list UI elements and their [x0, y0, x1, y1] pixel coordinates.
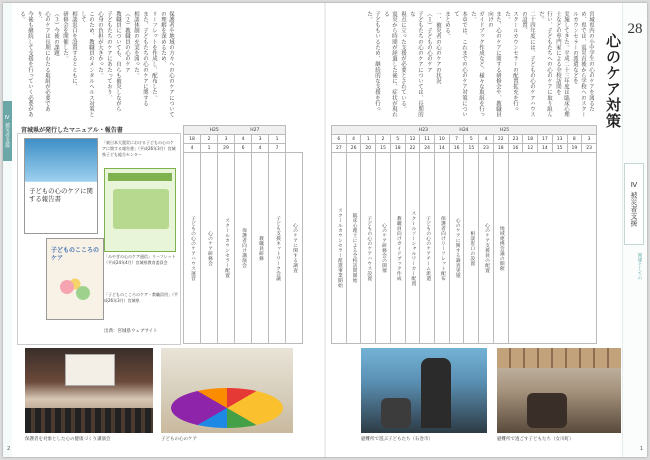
table-cell: 4	[479, 135, 494, 144]
table-item-text: 心のケアに関する調査実施	[454, 218, 460, 278]
text-column: 教職員についても、自らも被災しながら	[115, 11, 121, 112]
text-column: 宮城県内の小中学生の心のケアを図るため、県では、震災直後から学校へのスクールカウンセラーの派遣などを	[572, 11, 594, 118]
figure-note-1: 「東日本大震災における子どもの心のケアに関する報告書」（平成26年3月）宮城県子ども総合センター	[102, 140, 176, 157]
text-column: 本章では、これまでの心のケア対策について	[453, 11, 467, 118]
table-items-row	[332, 153, 597, 344]
right-photo-2	[497, 348, 621, 433]
table-cell: 16	[449, 144, 464, 153]
table-row	[184, 144, 303, 153]
text-column: スクールカウンセラーの配置拡充を行った。	[504, 11, 518, 112]
text-column: 保護者や地域の方々への心のケアについての理解を深めるため、	[160, 11, 174, 118]
table-item-text: 教職員向けガイドブック作成	[395, 215, 401, 281]
text-column: ガイドブック作成など、様々な取組を行った。	[470, 11, 484, 118]
right-photo-1-caption: 避難所で遊ぶ子どもたち（石巻市）	[361, 437, 433, 442]
table-cell: 27	[332, 144, 347, 153]
table-cell: 4	[252, 144, 269, 153]
text-column: まとめる。	[444, 11, 450, 39]
text-column: 子どもたちの心のケアについては、長期的な	[409, 11, 423, 118]
table-item-text: 地域連携会議の開催	[498, 225, 504, 271]
table-cell: 20	[361, 144, 376, 153]
leaflet-cover	[104, 168, 176, 252]
table-item-text: 心のケア支援員の配置	[484, 223, 490, 273]
table-cell: 4	[184, 144, 201, 153]
document-spread	[3, 3, 647, 457]
table-cell: 4	[346, 135, 361, 144]
table-cell: 22	[405, 144, 420, 153]
table-item-text: 保護者向け講演会	[241, 228, 246, 268]
table-cell: 12	[523, 144, 538, 153]
table-cell: 23	[479, 144, 494, 153]
table-cell: 1	[201, 144, 218, 153]
figure-note-3: 「子どものこころのケア・教職員用」（平成26年3月）宮城県	[104, 292, 178, 303]
table-empty-cell	[508, 153, 596, 344]
table-cell: 1	[269, 135, 286, 144]
table-cell: 8	[567, 135, 582, 144]
left-chronology	[183, 125, 303, 345]
table-cell: 5	[464, 135, 479, 144]
table-cell: 1	[361, 135, 376, 144]
table-cell: 11	[420, 135, 435, 144]
table-cell: 23	[508, 135, 523, 144]
text-column: また、心のケアに関する研修会や、教職員向けの	[487, 11, 501, 118]
right-photo-2-caption: 避難所で過ごす子どもたち（女川町）	[497, 437, 574, 442]
table-item-text: 心のケアに関する調査	[292, 223, 297, 273]
table-cell: 13	[552, 135, 567, 144]
right-photo-1	[361, 348, 487, 433]
table-item-text: スクールカウンセラー配置	[224, 218, 229, 278]
page-gutter	[324, 3, 326, 457]
figure-box	[17, 133, 181, 345]
text-column: 行い、子どもたちへの心のケアに取り組んだ。	[538, 11, 552, 118]
text-column: 震災から時間が経過した後に、症状が現れる	[383, 11, 397, 118]
left-photo-2	[161, 348, 293, 433]
text-column: このため、教職員のメンタルヘルス対策として	[80, 11, 94, 118]
table-items-row	[184, 153, 303, 344]
table-cell: 23	[582, 144, 597, 153]
text-column: 今後も継続して支援を行っていく必要がある。	[19, 11, 33, 118]
table-cell: 18	[523, 135, 538, 144]
left-photo-1-caption: 保護者を対象とした心の健康づくり講演会	[25, 437, 111, 442]
table-cell: 18	[184, 135, 201, 144]
part-tab: Ⅳ 被災者支援	[624, 163, 644, 245]
table-cell: 2	[201, 135, 218, 144]
report-cover-2	[46, 238, 104, 320]
text-column: 心身の負担が大きかった。	[97, 11, 103, 79]
left-photo-1	[25, 348, 153, 433]
text-column: （３）今後の課題	[53, 11, 59, 56]
table-cell: 3	[582, 135, 597, 144]
left-section-tab: Ⅳ 被災者支援	[3, 101, 12, 161]
table-cell: 10	[435, 135, 450, 144]
table-item-text: 子どもの心のケアハウス設置	[366, 215, 372, 281]
table-cell: 18	[390, 144, 405, 153]
table-cell: 6	[235, 144, 252, 153]
table-item-text: 臨床心理士による全校訪問開始	[351, 213, 357, 283]
table-item-text: 子どもの心のケアチーム派遣	[425, 215, 431, 281]
table-cell: 22	[493, 135, 508, 144]
report-cover-1-title: 子どもの心のケアに関する報告書	[29, 187, 93, 203]
chapter-number: 28	[627, 21, 643, 37]
table-cell: 16	[508, 144, 523, 153]
text-column: （２）教職員の心のケア	[124, 11, 130, 73]
table-cell: 7	[269, 144, 286, 153]
report-cover-1	[24, 138, 98, 234]
table-row	[332, 144, 597, 153]
table-cell: 4	[235, 135, 252, 144]
chapter-title: 心のケア対策	[604, 33, 622, 129]
table-cell: 7	[449, 135, 464, 144]
text-column: 一、被災者の心のケアの状況	[435, 11, 441, 84]
figure-source: 出典：宮城県ウェブサイト	[104, 329, 158, 334]
table-cell: 6	[332, 135, 347, 144]
table-item-text: 子どもの心のケアハウス運営	[190, 215, 195, 281]
table-cell: 17	[538, 135, 553, 144]
table-row	[332, 135, 597, 144]
table-cell: 15	[464, 144, 479, 153]
table-item-text: 保護者向けリーフレット配布	[439, 215, 445, 281]
text-column: 二十四年度には、子どもの心のケアハウスの設置、	[521, 11, 535, 118]
table-cell: 14	[435, 144, 450, 153]
table-cell: 3	[218, 135, 235, 144]
table-cell: 15	[552, 144, 567, 153]
table-cell: 2	[376, 135, 391, 144]
table-row	[184, 135, 303, 144]
right-chronology	[331, 125, 597, 345]
left-text-block	[17, 11, 175, 121]
left-photo-2-caption: 子どもの心のケア	[161, 437, 197, 442]
table-item-text: スクールソーシャルワーカー配置	[410, 210, 416, 286]
table-cell: 5	[390, 135, 405, 144]
table-cell: 14	[538, 144, 553, 153]
table-cell: 29	[218, 144, 235, 153]
table-cell: 3	[252, 135, 269, 144]
text-column: 実施してきた。平成二十三年度は臨床心理士などの専門家による全校訪問を	[555, 11, 569, 118]
left-sidebar	[3, 3, 12, 457]
text-column: 視点に立った支援が必要とされている。	[400, 11, 406, 112]
table-item-text: 教職員研修	[258, 235, 263, 261]
right-page-number: 1	[639, 446, 643, 452]
table-cell: 24	[420, 144, 435, 153]
table-cell: 19	[567, 144, 582, 153]
table-item-text: 子ども支援ネットワーク会議	[275, 215, 280, 281]
figure-title: 宮城県が発行したマニュアル・報告書	[21, 127, 123, 134]
text-column: リーフレットを作成し、配布した。	[151, 11, 157, 101]
text-column: 研修会を開催した。	[62, 11, 68, 62]
text-column: 心のケアは長期にわたる取組が必要であり、	[36, 11, 50, 112]
left-page-number: 2	[7, 446, 11, 452]
sidebar-legend: 関連としての	[637, 253, 642, 280]
text-column: また、子どもたちの心のケアに関する	[142, 11, 148, 107]
table-cell: 26	[346, 144, 361, 153]
table-header: H23 H24 H25	[332, 126, 597, 135]
text-column: 相談窓口を設置するとともに、	[71, 11, 77, 90]
table-item-text: 相談窓口の設置	[469, 230, 475, 266]
right-text-block	[331, 11, 595, 121]
table-header: H25 H27	[184, 126, 286, 135]
figure-note-2: 「みやぎの心のケア通信」リーフレット（平成24年4月）宮城県教育委員会	[104, 254, 176, 265]
table-cell: 18	[493, 144, 508, 153]
text-column: 子どもたちのケアにあたっており、	[106, 11, 112, 101]
table-cell: 15	[376, 144, 391, 153]
table-cell: 12	[405, 135, 420, 144]
report-cover-2-title: 子どものこころのケア	[51, 247, 100, 262]
table-item-text: スクールカウンセラー派遣事業開始	[336, 208, 342, 288]
text-column: 相談体制の充実を図った。	[133, 11, 139, 79]
table-item-text: 心のケア研修会の開催	[381, 223, 387, 273]
table-item-text: 心のケア研修会	[207, 230, 212, 266]
text-column: 子どももいるため、継続的な支援を行った。	[366, 11, 380, 112]
text-column: （１）子どもの心のケア	[426, 11, 432, 73]
